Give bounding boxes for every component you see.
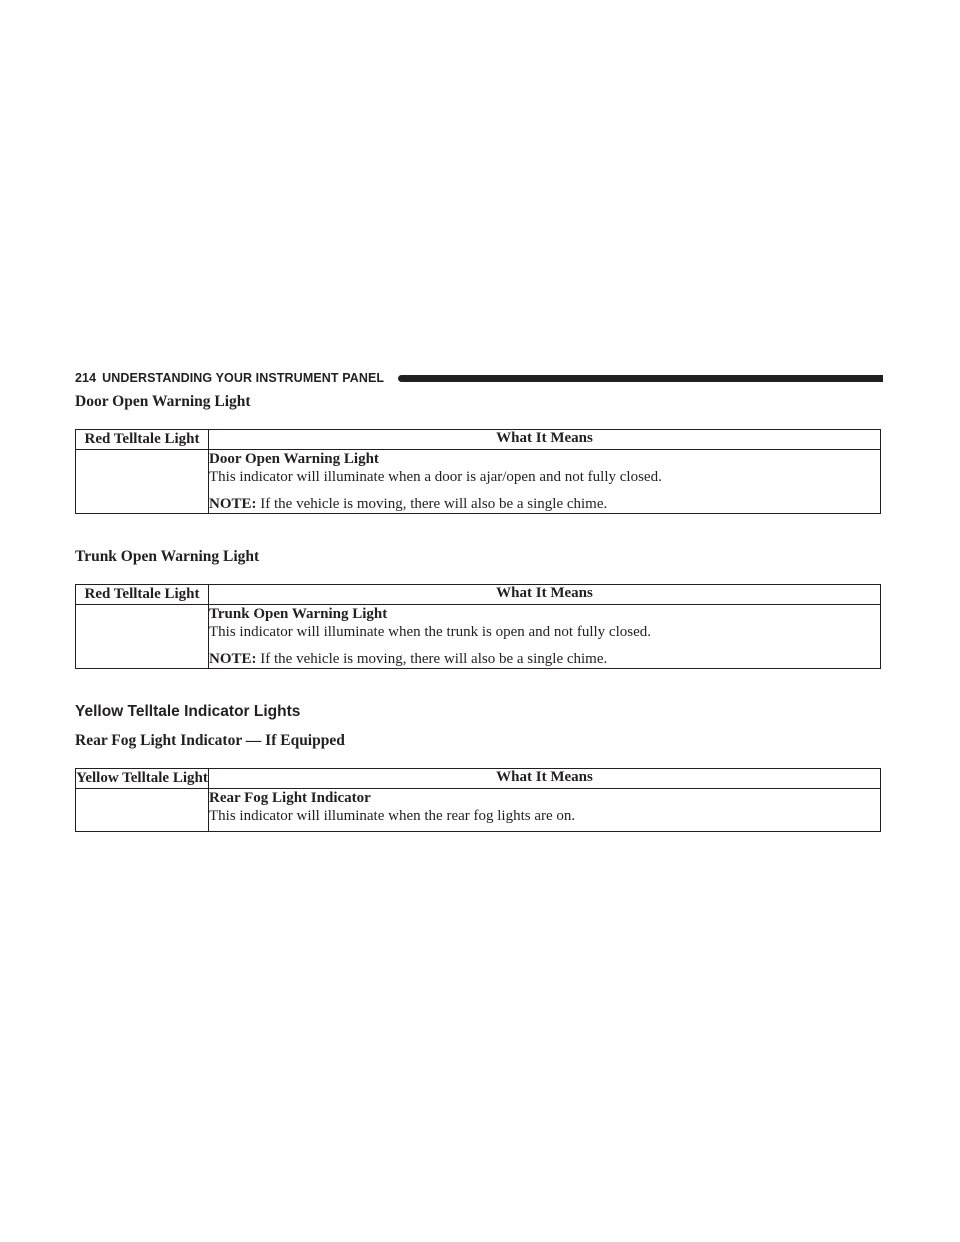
col-header-telltale: Red Telltale Light xyxy=(76,585,209,605)
rear-fog-heading: Rear Fog Light Indicator — If Equipped xyxy=(75,732,345,749)
description-cell xyxy=(209,605,881,669)
table-row xyxy=(76,605,881,669)
telltale-icon-cell xyxy=(76,789,209,832)
note-text: If the vehicle is moving, there will also be a single chime. xyxy=(260,496,608,512)
col-header-meaning: What It Means xyxy=(209,430,881,450)
row-body: This indicator will illuminate when a door is ajar/open and not fully closed. xyxy=(209,469,662,485)
header-rule xyxy=(398,375,883,382)
description-cell xyxy=(209,789,881,832)
trunk-open-table xyxy=(75,584,881,669)
row-body: This indicator will illuminate when the trunk is open and not fully closed. xyxy=(209,624,652,640)
col-header-meaning: What It Means xyxy=(209,585,881,605)
telltale-icon-cell xyxy=(76,605,209,669)
trunk-open-heading: Trunk Open Warning Light xyxy=(75,548,260,565)
table-row xyxy=(76,450,881,514)
yellow-section-heading: Yellow Telltale Indicator Lights xyxy=(75,703,301,720)
door-open-table xyxy=(75,429,881,514)
row-note xyxy=(209,495,880,513)
col-header-meaning: What It Means xyxy=(209,769,881,789)
note-label: NOTE: xyxy=(209,496,257,512)
table-header-row xyxy=(76,769,881,789)
table-row xyxy=(76,789,881,832)
col-header-telltale: Red Telltale Light xyxy=(76,430,209,450)
row-title: Door Open Warning Light xyxy=(209,451,379,467)
table-header-row xyxy=(76,585,881,605)
row-title: Rear Fog Light Indicator xyxy=(209,790,371,806)
rear-fog-table xyxy=(75,768,881,832)
page-header xyxy=(75,369,883,387)
running-header xyxy=(75,371,390,385)
row-title: Trunk Open Warning Light xyxy=(209,606,388,622)
description-cell xyxy=(209,450,881,514)
telltale-icon-cell xyxy=(76,450,209,514)
page-number: 214 xyxy=(75,371,97,385)
table-header-row xyxy=(76,430,881,450)
row-note xyxy=(209,650,880,668)
row-body: This indicator will illuminate when the rear fog lights are on. xyxy=(209,808,576,824)
note-text: If the vehicle is moving, there will also be a single chime. xyxy=(260,651,608,667)
section-title: UNDERSTANDING YOUR INSTRUMENT PANEL xyxy=(102,371,385,385)
door-open-heading: Door Open Warning Light xyxy=(75,393,251,410)
col-header-telltale: Yellow Telltale Light xyxy=(76,769,209,789)
note-label: NOTE: xyxy=(209,651,257,667)
